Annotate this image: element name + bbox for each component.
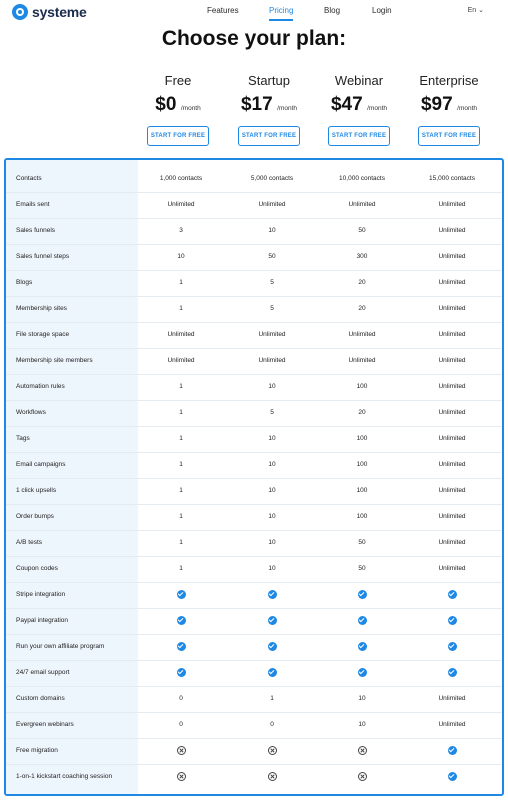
feature-value-cell: 1 [179, 409, 183, 416]
table-row [6, 764, 502, 790]
feature-label: Sales funnel steps [16, 253, 70, 260]
brand-name: systeme [32, 4, 87, 20]
feature-value-cell: 0 [179, 721, 183, 728]
price-period: /month [367, 105, 388, 112]
feature-value-cell: Unlimited [438, 383, 466, 390]
table-row [6, 504, 502, 530]
nav-link-blog[interactable]: Blog [324, 6, 341, 15]
feature-value-cell: Unlimited [258, 331, 286, 338]
feature-value-cell: Unlimited [438, 409, 466, 416]
feature-label: Contacts [16, 175, 42, 182]
feature-value-cell: 10 [268, 565, 276, 572]
feature-value-cell [136, 764, 226, 790]
table-row [6, 686, 502, 712]
feature-value-cell: Unlimited [438, 357, 466, 364]
feature-value-cell: Unlimited [438, 305, 466, 312]
feature-value-cell [227, 582, 317, 608]
feature-value-cell [407, 634, 497, 660]
feature-value-cell: Unlimited [348, 357, 376, 364]
feature-value-cell: 10,000 contacts [339, 175, 385, 182]
nav-link-features[interactable]: Features [207, 6, 239, 15]
feature-value-cell: 10 [268, 487, 276, 494]
price-amount: $97 [420, 94, 453, 115]
check-icon [358, 616, 367, 625]
feature-label: Evergreen webinars [16, 721, 74, 728]
feature-value-cell: Unlimited [167, 331, 195, 338]
start-for-free-button-3[interactable]: START FOR FREE [418, 126, 480, 146]
feature-label: Paypal integration [16, 617, 69, 624]
table-row [6, 348, 502, 374]
feature-value-cell: Unlimited [348, 201, 376, 208]
table-row [6, 530, 502, 556]
feature-value-cell: 300 [356, 253, 368, 260]
feature-value-cell: 5 [270, 305, 274, 312]
feature-value-cell [317, 738, 407, 764]
table-row [6, 218, 502, 244]
check-icon [448, 668, 457, 677]
feature-label: 1-on-1 kickstart coaching session [16, 773, 113, 780]
table-row [6, 400, 502, 426]
plan-name-1: Startup [248, 73, 290, 88]
feature-value-cell: 0 [179, 695, 183, 702]
feature-value-cell: Unlimited [167, 201, 195, 208]
feature-value-cell [136, 634, 226, 660]
check-icon [448, 772, 457, 781]
cross-icon [268, 772, 277, 781]
feature-label: Workflows [16, 409, 46, 416]
feature-label: Email campaigns [16, 461, 66, 468]
table-row [6, 478, 502, 504]
feature-value-cell: Unlimited [438, 279, 466, 286]
feature-value-cell: 10 [177, 253, 185, 260]
feature-value-cell: 50 [358, 227, 366, 234]
feature-value-cell: Unlimited [438, 695, 466, 702]
nav-link-pricing[interactable]: Pricing [269, 6, 294, 15]
check-icon [448, 616, 457, 625]
table-row [6, 374, 502, 400]
feature-value-cell: 50 [358, 565, 366, 572]
feature-label: Free migration [16, 747, 58, 754]
check-icon [177, 616, 186, 625]
cross-icon [358, 746, 367, 755]
feature-value-cell: Unlimited [438, 721, 466, 728]
feature-value-cell: 1 [179, 513, 183, 520]
feature-value-cell: Unlimited [438, 487, 466, 494]
feature-label: Stripe integration [16, 591, 66, 598]
feature-value-cell: 1 [179, 565, 183, 572]
start-for-free-button-0[interactable]: START FOR FREE [147, 126, 209, 146]
feature-value-cell [227, 764, 317, 790]
price-amount: $0 [155, 94, 177, 115]
feature-value-cell [227, 608, 317, 634]
feature-value-cell: 1 [179, 305, 183, 312]
check-icon [268, 590, 277, 599]
feature-value-cell: Unlimited [438, 227, 466, 234]
table-row [6, 660, 502, 686]
brand-logo[interactable] [12, 3, 87, 21]
feature-value-cell: 50 [268, 253, 276, 260]
plan-name-3: Enterprise [419, 73, 479, 88]
feature-value-cell: 15,000 contacts [429, 175, 475, 182]
feature-label: Tags [16, 435, 30, 442]
feature-value-cell: 20 [358, 409, 366, 416]
systeme-logo-icon [12, 4, 28, 20]
feature-value-cell: Unlimited [438, 539, 466, 546]
feature-value-cell: 10 [268, 513, 276, 520]
price-period: /month [457, 105, 478, 112]
feature-value-cell: Unlimited [167, 357, 195, 364]
cross-icon [177, 746, 186, 755]
feature-value-cell: 10 [268, 227, 276, 234]
feature-label: 1 click upsells [16, 487, 57, 494]
feature-value-cell [136, 582, 226, 608]
feature-value-cell: 3 [179, 227, 183, 234]
feature-value-cell: 100 [356, 435, 368, 442]
feature-value-cell: Unlimited [438, 253, 466, 260]
feature-value-cell [407, 608, 497, 634]
price-amount: $17 [240, 94, 273, 115]
feature-value-cell: 1 [179, 279, 183, 286]
cross-icon [177, 772, 186, 781]
cross-icon [358, 772, 367, 781]
table-row [6, 738, 502, 764]
table-row [6, 322, 502, 348]
feature-value-cell: 1 [179, 487, 183, 494]
feature-value-cell: 10 [268, 383, 276, 390]
feature-value-cell: Unlimited [258, 357, 286, 364]
check-icon [448, 746, 457, 755]
check-icon [358, 668, 367, 677]
feature-value-cell: 10 [358, 695, 366, 702]
table-row [6, 556, 502, 582]
feature-value-cell: 100 [356, 513, 368, 520]
feature-value-cell: 50 [358, 539, 366, 546]
feature-value-cell [317, 764, 407, 790]
table-row [6, 634, 502, 660]
check-icon [268, 616, 277, 625]
table-row [6, 192, 502, 218]
check-icon [268, 642, 277, 651]
feature-value-cell: Unlimited [438, 513, 466, 520]
table-row [6, 582, 502, 608]
feature-label: File storage space [16, 331, 70, 338]
feature-value-cell: 1 [179, 435, 183, 442]
table-row [6, 270, 502, 296]
plan-price-1 [224, 94, 314, 116]
feature-value-cell: Unlimited [438, 565, 466, 572]
feature-label: Emails sent [16, 201, 50, 208]
feature-value-cell: Unlimited [438, 201, 466, 208]
feature-label: Sales funnels [16, 227, 56, 234]
feature-value-cell [317, 634, 407, 660]
feature-value-cell: Unlimited [438, 331, 466, 338]
feature-label: Membership site members [16, 357, 93, 364]
feature-value-cell [407, 738, 497, 764]
feature-value-cell: 10 [268, 539, 276, 546]
feature-value-cell: 5,000 contacts [250, 175, 294, 182]
feature-value-cell: 10 [358, 721, 366, 728]
feature-value-cell: 20 [358, 305, 366, 312]
feature-value-cell: 0 [270, 721, 274, 728]
top-nav [0, 0, 508, 24]
feature-value-cell: 100 [356, 487, 368, 494]
table-row [6, 244, 502, 270]
table-row [6, 166, 502, 192]
check-icon [177, 590, 186, 599]
feature-value-cell [407, 660, 497, 686]
feature-value-cell [407, 582, 497, 608]
feature-value-cell [136, 660, 226, 686]
check-icon [177, 668, 186, 677]
plan-price-0 [133, 94, 223, 116]
feature-value-cell [317, 608, 407, 634]
feature-value-cell [227, 660, 317, 686]
table-row [6, 452, 502, 478]
feature-label: A/B tests [16, 539, 43, 546]
feature-value-cell: 1 [179, 383, 183, 390]
language-selector[interactable]: En ⌄ [467, 7, 484, 14]
feature-label: Coupon codes [16, 565, 58, 572]
price-period: /month [277, 105, 298, 112]
feature-value-cell [227, 738, 317, 764]
feature-value-cell [136, 738, 226, 764]
feature-value-cell: 10 [268, 461, 276, 468]
start-for-free-button-1[interactable]: START FOR FREE [238, 126, 300, 146]
active-nav-indicator [269, 19, 293, 21]
feature-value-cell [227, 634, 317, 660]
plan-name-2: Webinar [334, 73, 384, 88]
plan-price-3 [404, 94, 494, 116]
cross-icon [268, 746, 277, 755]
feature-value-cell: 5 [270, 279, 274, 286]
feature-value-cell [317, 582, 407, 608]
feature-value-cell: Unlimited [438, 461, 466, 468]
check-icon [177, 642, 186, 651]
check-icon [358, 590, 367, 599]
check-icon [268, 668, 277, 677]
table-row [6, 608, 502, 634]
feature-label: Membership sites [16, 305, 67, 312]
feature-value-cell: 100 [356, 461, 368, 468]
feature-label: Automation rules [16, 383, 65, 390]
feature-label: Custom domains [16, 695, 65, 702]
feature-label: Blogs [16, 279, 33, 286]
table-row [6, 712, 502, 738]
feature-value-cell: Unlimited [348, 331, 376, 338]
table-row [6, 426, 502, 452]
feature-label: Run your own affiliate program [16, 643, 105, 650]
feature-value-cell: 1 [179, 539, 183, 546]
feature-value-cell: 1 [270, 695, 274, 702]
feature-label: 24/7 email support [16, 669, 70, 676]
plan-price-2 [314, 94, 404, 116]
start-for-free-button-2[interactable]: START FOR FREE [328, 126, 390, 146]
price-period: /month [180, 105, 201, 112]
feature-label: Order bumps [16, 513, 54, 520]
feature-value-cell: Unlimited [258, 201, 286, 208]
check-icon [448, 590, 457, 599]
feature-value-cell: 1,000 contacts [159, 175, 203, 182]
feature-value-cell: 1 [179, 461, 183, 468]
check-icon [448, 642, 457, 651]
feature-value-cell [317, 660, 407, 686]
table-row [6, 296, 502, 322]
page-title: Choose your plan: [161, 27, 347, 50]
price-amount: $47 [330, 94, 363, 115]
check-icon [358, 642, 367, 651]
feature-comparison-table [4, 158, 504, 796]
feature-value-cell: 20 [358, 279, 366, 286]
feature-value-cell [136, 608, 226, 634]
nav-link-login[interactable]: Login [372, 6, 392, 15]
feature-value-cell: 10 [268, 435, 276, 442]
feature-value-cell [407, 764, 497, 790]
feature-value-cell: Unlimited [438, 435, 466, 442]
plan-name-0: Free [164, 73, 192, 88]
feature-value-cell: 5 [270, 409, 274, 416]
feature-value-cell: 100 [356, 383, 368, 390]
